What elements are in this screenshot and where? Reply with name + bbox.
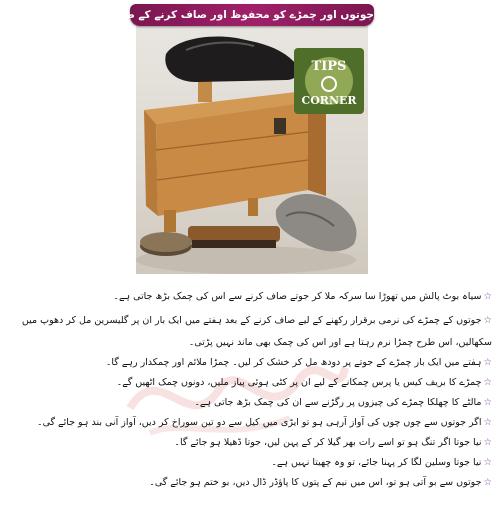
tip-item bbox=[8, 376, 492, 389]
tip-item bbox=[8, 476, 492, 489]
hero-image-frame bbox=[100, 4, 374, 276]
logo-text-tips: TIPS bbox=[311, 59, 347, 74]
tip-text: مالٹے کا چھلکا چمڑے کی چیزوں پر رگڑنے سے ان کی چمک بڑھ جاتی ہے۔ bbox=[194, 397, 482, 408]
box-latch bbox=[274, 118, 286, 134]
tips-list bbox=[8, 290, 492, 496]
tip-item bbox=[8, 356, 492, 369]
tip-item bbox=[8, 310, 492, 354]
shoe-care-photo bbox=[136, 20, 368, 274]
polish-cloth bbox=[276, 194, 357, 251]
star-icon: ☆ bbox=[483, 397, 492, 408]
star-icon: ☆ bbox=[483, 357, 492, 368]
star-icon: ☆ bbox=[483, 291, 492, 302]
tip-text: جوتوں کے چمڑے کی نرمی برقرار رکھنے کے لیے صاف کرنے کے بعد ہفتے میں ایک بار ان پر گلیسرین مل کر دھوپ میں سکھالیں، اس طرح چمڑا نرم رہتا ہے اور اس کی چمک بھی ماند نہیں پڑتی۔ bbox=[21, 315, 492, 348]
star-icon: ☆ bbox=[483, 377, 492, 388]
tip-item bbox=[8, 396, 492, 409]
tip-text: نیا جوتا اگر تنگ ہو تو اسے رات بھر گیلا کر کے پہن لیں، جوتا ڈھیلا ہو جائے گا۔ bbox=[174, 437, 482, 448]
tip-text: جوتوں سے بو آتی ہو تو، اس میں نیم کے پتوں کا پاؤڈر ڈال دیں، بو ختم ہو جائے گی۔ bbox=[149, 477, 482, 488]
star-icon: ☆ bbox=[483, 437, 492, 448]
star-icon: ☆ bbox=[483, 315, 492, 326]
logo-text-corner: CORNER bbox=[301, 94, 357, 107]
tip-text: چمڑے کا بریف کیس یا پرس چمکانے کے لیے ان پر کٹی ہوئی پیاز ملیں، دونوں چمک اٹھیں گے۔ bbox=[116, 377, 482, 388]
star-icon: ☆ bbox=[483, 477, 492, 488]
shoe-brush bbox=[188, 226, 280, 242]
tip-item bbox=[8, 456, 492, 469]
tip-item bbox=[8, 290, 492, 303]
tip-text: سیاہ بوٹ پالش میں تھوڑا سا سرکہ ملا کر جوتے صاف کرنے سے اس کی چمک بڑھ جاتی ہے۔ bbox=[113, 291, 482, 302]
tip-item bbox=[8, 416, 492, 429]
tip-item bbox=[8, 436, 492, 449]
page-title: جوتوں اور چمڑے کو محفوظ اور صاف کرنے کے طریقے bbox=[130, 4, 374, 26]
star-icon: ☆ bbox=[483, 457, 492, 468]
tips-corner-logo bbox=[294, 48, 364, 114]
tip-text: ہفتے میں ایک بار چمڑے کے جوتے پر دودھ مل کر خشک کر لیں۔ چمڑا ملائم اور چمکدار رہے گا۔ bbox=[105, 357, 482, 368]
tip-text: نیا جوتا وسلین لگا کر پہنا جائے، تو وہ چھیتا نہیں ہے۔ bbox=[271, 457, 482, 468]
tip-text: اگر جوتوں سے چوں چوں کی آواز آرہی ہو تو ایڑی میں کیل سے دو تین سوراخ کر دیں، آواز آنی بند ہو جائے گی۔ bbox=[37, 417, 482, 428]
star-icon: ☆ bbox=[483, 417, 492, 428]
